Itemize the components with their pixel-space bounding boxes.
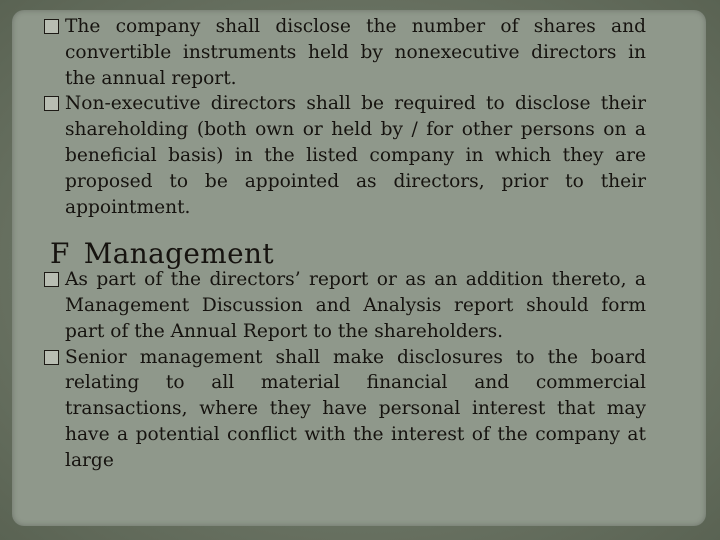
square-bullet-icon xyxy=(44,350,59,365)
bullet-paragraph-shareholding-disclosure xyxy=(44,91,646,220)
section-letter: F xyxy=(50,237,70,271)
section-title: Management xyxy=(83,237,275,271)
square-bullet-icon xyxy=(44,272,59,287)
paragraph-text: The company shall disclose the number of shares and convertible instruments held by nonexecutive directors in the annual report. xyxy=(65,16,646,89)
square-bullet-icon xyxy=(44,19,59,34)
bullet-paragraph-senior-management xyxy=(44,345,646,474)
section-heading xyxy=(44,237,646,271)
paragraph-text: Non-executive directors shall be required to disclose their shareholding (both own or held by / for other persons on a beneficial basis) in the listed company in which they are proposed to be appointed as directors, prior to their appointment. xyxy=(65,93,646,218)
paragraph-text: Senior management shall make disclosures to the board relating to all material financial and commercial transactions, where they have personal interest that may have a potential conflict with the interest of the company at large xyxy=(65,346,646,471)
bullet-paragraph-management-report xyxy=(44,267,646,344)
square-bullet-icon xyxy=(44,96,59,111)
paragraph-text: As part of the directors’ report or as an addition thereto, a Management Discussion and Analysis report should form part of the Annual Report to the shareholders. xyxy=(65,269,646,342)
bullet-paragraph-shares-disclosure xyxy=(44,14,646,91)
slide-content xyxy=(44,14,646,474)
